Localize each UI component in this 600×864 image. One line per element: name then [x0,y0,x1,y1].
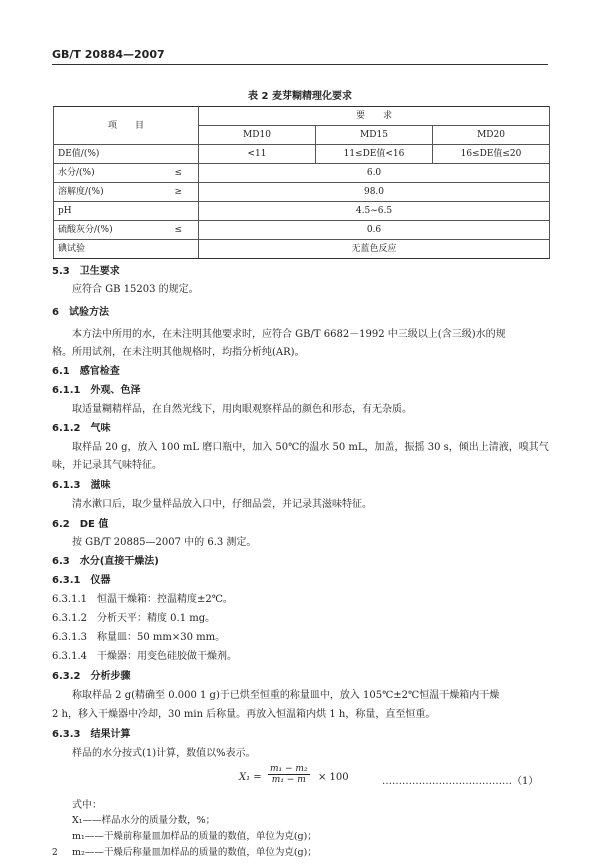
page-number: 2 [52,848,58,858]
table-cell: 4.5~6.5 [199,202,550,221]
table-header-item: 项 目 [54,107,199,145]
section-6-3-1-title: 6.3.1 仪器 [52,575,111,586]
table-row [54,183,550,202]
section-6-intro-line2: 格。所用试剂，在未注明其他规格时，均指分析纯(AR)。 [52,347,305,358]
section-6-1-2-body-line1: 取样品 20 g，放入 100 mL 磨口瓶中，加入 50℃的温水 50 mL，加盖，振摇 30 s，倾出上清液，嗅其气 [72,442,549,453]
comparison-symbol: ≥ [174,187,182,197]
section-6-intro-line1: 本方法中所用的水，在未注明其他要求时，应符合 GB/T 6682－1992 中三级以上(含三级)水的规 [72,329,506,340]
grade-md15: MD15 [316,126,433,145]
section-6-1-title: 6.1 感官检查 [52,366,120,377]
where-label: 式中： [72,800,102,811]
section-5-3-title: 5.3 卫生要求 [52,266,120,277]
section-6-3-2-title: 6.3.2 分析步骤 [52,671,131,682]
definition-item: m₂——干燥后称量皿加样品的质量的数值，单位为克(g)； [72,847,317,858]
formula-rhs: × 100 [318,772,349,783]
list-item: 6.3.1.3 称量皿：50 mm×30 mm。 [52,632,226,643]
formula-fraction [268,764,310,785]
table-row [54,221,550,240]
section-6-2-title: 6.2 DE 值 [52,519,109,530]
table-cell: 0.6 [199,221,550,240]
section-6-2-body: 按 GB/T 20885—2007 中的 6.3 测定。 [72,537,257,548]
table-cell: 98.0 [199,183,550,202]
row-item-label: pH [58,206,72,216]
grade-md10: MD10 [199,126,316,145]
list-item: 6.3.1.2 分析天平：精度 0.1 mg。 [52,613,216,624]
definition-item: m₁——干燥前称量皿加样品的质量的数值，单位为克(g)； [72,831,317,842]
section-6-3-3-body: 样品的水分按式(1)计算，数值以%表示。 [72,748,256,759]
formula-number: …………………………………（1） [382,776,539,787]
section-6-3-title: 6.3 水分(直接干燥法) [52,556,159,567]
section-6-1-2-title: 6.1.2 气味 [52,423,111,434]
requirements-table [53,106,550,259]
section-6-1-3-title: 6.1.3 滋味 [52,480,111,491]
formula-lhs: X₁ = [239,772,262,783]
section-6-1-2-body-line2: 味，并记录其气味特征。 [52,460,162,471]
section-6-3-2-body-line1: 称取样品 2 g(精确至 0.000 1 g)于已烘至恒重的称量皿中，放入 105℃±2℃恒温干燥箱内干燥 [72,690,500,701]
section-6-title: 6 试验方法 [52,307,109,318]
row-item-label: 水分/(%) [58,168,95,178]
table-row [54,164,550,183]
formula-numerator: m₁ − m₂ [270,764,308,774]
row-item-label: 硫酸灰分/(%) [58,225,113,235]
definition-item: X₁——样品水分的质量分数，%； [72,815,216,826]
section-5-3-body: 应符合 GB 15203 的规定。 [72,284,199,295]
list-item: 6.3.1.1 恒温干燥箱：控温精度±2℃。 [52,594,233,605]
table-cell: 无蓝色反应 [199,240,550,259]
section-6-1-3-body: 清水漱口后，取少量样品放入口中，仔细品尝，并记录其滋味特征。 [72,499,372,510]
row-item-label: DE值/(%) [58,149,100,159]
comparison-symbol: ≤ [174,168,182,178]
section-6-3-3-title: 6.3.3 结果计算 [52,729,131,740]
formula-denominator: m₁ − m [271,775,306,785]
section-6-1-1-title: 6.1.1 外观、色泽 [52,385,141,396]
list-item: 6.3.1.4 干燥器：用变色硅胶做干燥剂。 [52,651,237,662]
table-cell: 11≤DE值<16 [316,145,433,164]
table-row [54,240,550,259]
grade-md20: MD20 [433,126,550,145]
table-cell: 16≤DE值≤20 [433,145,550,164]
row-item-label: 碘试验 [58,244,86,254]
table-cell: 6.0 [199,164,550,183]
header-rule [52,64,548,65]
standard-code-header: GB/T 20884—2007 [52,48,165,61]
section-6-1-1-body: 取适量糊精样品，在自然光线下，用肉眼观察样品的颜色和形态，有无杂质。 [72,404,412,415]
comparison-symbol: ≤ [174,225,182,235]
table-cell: <11 [199,145,316,164]
table-caption: 表 2 麦芽糊精理化要求 [248,91,352,102]
table-row [54,145,550,164]
row-item-label: 溶解度/(%) [58,187,104,197]
section-6-3-2-body-line2: 2 h，移入干燥器中冷却，30 min 后称量。再放入恒温箱内烘 1 h，称量，直至恒重。 [52,709,436,720]
table-header-requirement: 要 求 [199,107,550,126]
table-row [54,202,550,221]
